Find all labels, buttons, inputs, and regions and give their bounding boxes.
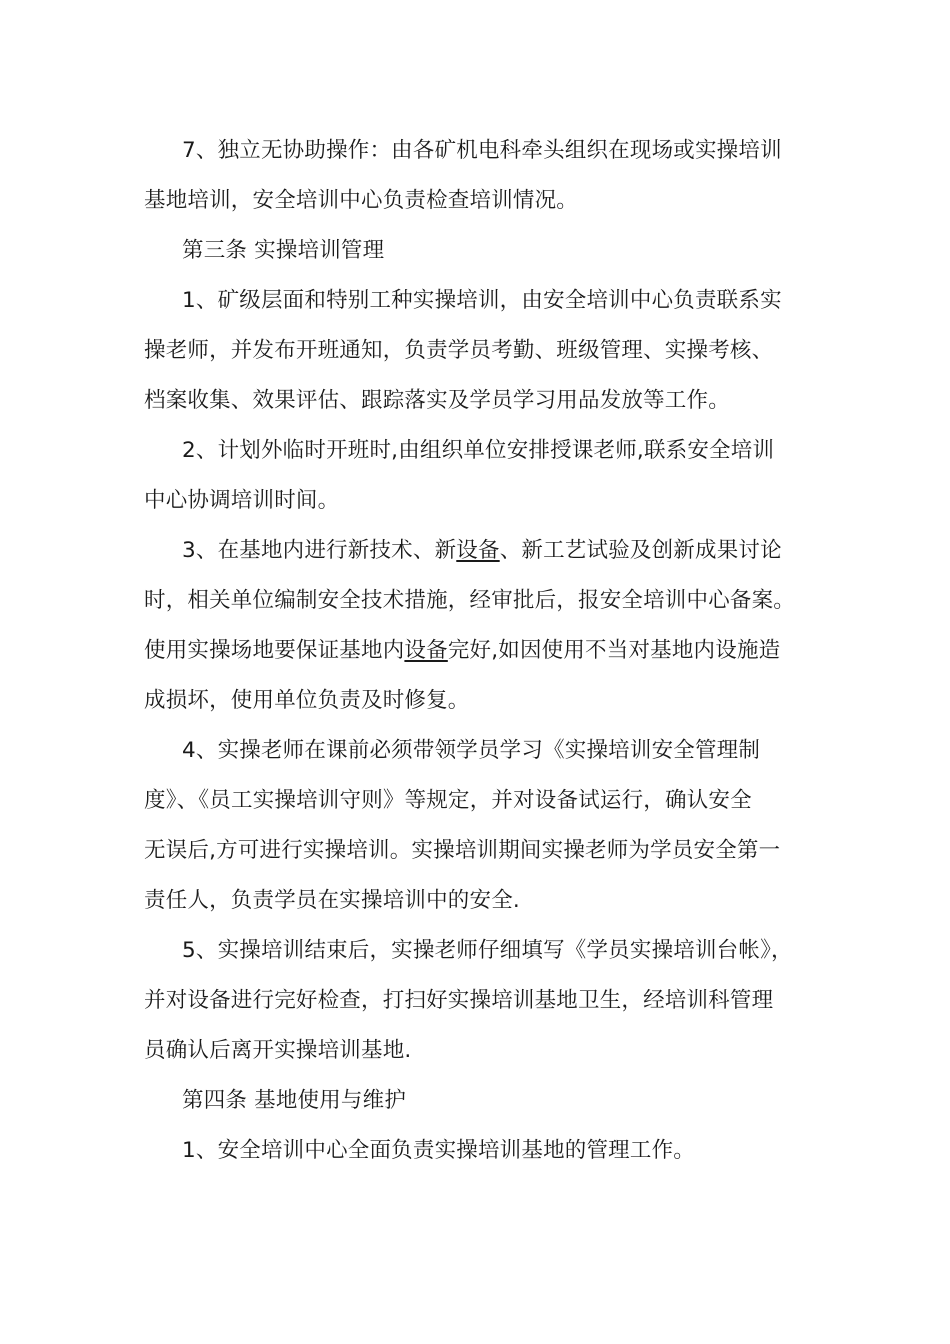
paragraph-line: 员确认后离开实操培训基地. [144, 1038, 412, 1063]
paragraph-line: 1、矿级层面和特别工种实操培训，由安全培训中心负责联系实 [182, 288, 782, 313]
section-heading: 第四条 基地使用与维护 [182, 1088, 407, 1113]
paragraph-line: 时，相关单位编制安全技术措施，经审批后，报安全培训中心备案。 [144, 588, 796, 613]
paragraph-line: 2、计划外临时开班时,由组织单位安排授课老师,联系安全培训 [182, 438, 775, 463]
paragraph-line: 中心协调培训时间。 [144, 488, 340, 513]
line-text: 3、在基地内进行新技术、新 [182, 538, 457, 563]
paragraph-line: 成损坏，使用单位负责及时修复。 [144, 688, 470, 713]
line-text: 、新工艺试验及创新成果讨论 [499, 538, 782, 563]
paragraph-line: 基地培训，安全培训中心负责检查培训情况。 [144, 188, 579, 213]
paragraph-line: 7、独立无协助操作：由各矿机电科牵头组织在现场或实操培训 [182, 138, 782, 163]
paragraph-line: 1、安全培训中心全面负责实操培训基地的管理工作。 [182, 1138, 695, 1163]
paragraph-line: 5、实操培训结束后，实操老师仔细填写《学员实操培训台帐》， [182, 938, 793, 963]
line-text: 使用实操场地要保证基地内 [144, 638, 405, 663]
paragraph-line: 责任人，负责学员在实操培训中的安全. [144, 888, 520, 913]
equipment-link[interactable]: 设备 [404, 638, 448, 663]
paragraph-line [182, 536, 782, 566]
line-text: 完好,如因使用不当对基地内设施造 [447, 638, 781, 663]
paragraph-line: 并对设备进行完好检查，打扫好实操培训基地卫生，经培训科管理 [144, 988, 774, 1013]
paragraph-line: 4、实操老师在课前必须带领学员学习《实操培训安全管理制 [182, 738, 761, 763]
paragraph-line: 操老师，并发布开班通知，负责学员考勤、班级管理、实操考核、 [144, 338, 774, 363]
paragraph-line: 档案收集、效果评估、跟踪落实及学员学习用品发放等工作。 [144, 388, 730, 413]
paragraph-line [144, 636, 780, 666]
paragraph-line: 度》、《员工实操培训守则》等规定，并对设备试运行，确认安全 [144, 788, 752, 813]
paragraph-line: 无误后,方可进行实操培训。实操培训期间实操老师为学员安全第一 [144, 838, 781, 863]
equipment-link[interactable]: 设备 [456, 538, 500, 563]
section-heading: 第三条 实操培训管理 [182, 238, 385, 263]
